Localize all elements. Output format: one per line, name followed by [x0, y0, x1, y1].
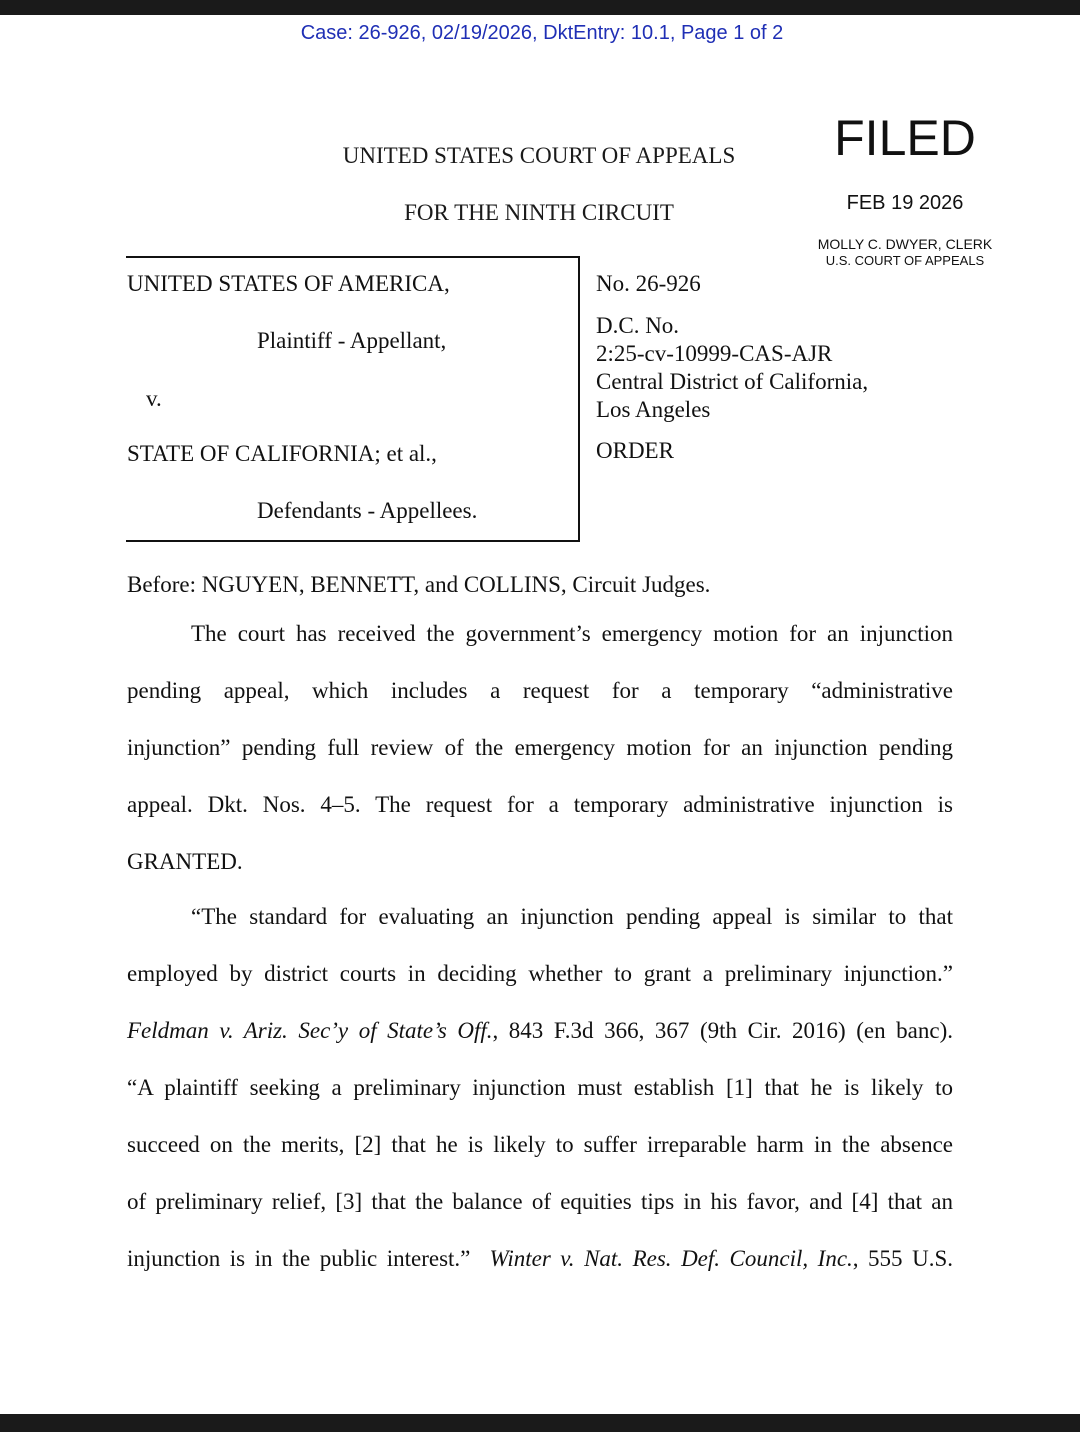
paragraph-line: [127, 1016, 953, 1073]
court-name-line-1: UNITED STATES COURT OF APPEALS: [342, 143, 736, 168]
citation-winter: Winter v. Nat. Res. Def. Council, Inc.: [489, 1246, 853, 1271]
dc-number: 2:25-cv-10999-CAS-AJR: [596, 341, 833, 366]
dc-number-label: D.C. No.: [596, 313, 680, 338]
filed-stamp-date: FEB 19 2026: [846, 192, 964, 214]
quote-end-text: injunction is in the public interest.”: [127, 1246, 490, 1271]
paragraph-line: appeal. Dkt. Nos. 4–5. The request for a temporary administrative injunction is: [127, 792, 953, 817]
paragraph-line: The court has received the government’s emergency motion for an injunction: [191, 621, 953, 646]
bottom-frame-bar: [0, 1414, 1080, 1432]
case-number: No. 26-926: [596, 271, 701, 296]
paragraph-line: injunction” pending full review of the emergency motion for an injunction pending: [127, 735, 953, 760]
district-court: Central District of California,: [596, 369, 869, 394]
citation-feldman-reporter: , 843 F.3d 366, 367 (9th Cir. 2016) (en banc).: [492, 1018, 953, 1043]
order-paragraph-2: [127, 902, 953, 1301]
citation-winter-reporter: , 555 U.S.: [852, 1246, 953, 1271]
caption-defendant: STATE OF CALIFORNIA; et al.,: [127, 441, 437, 466]
document-type: ORDER: [596, 438, 674, 463]
paragraph-line: employed by district courts in deciding whether to grant a preliminary injunction.”: [127, 961, 953, 986]
caption-defendant-role: Defendants - Appellees.: [257, 498, 478, 523]
caption-plaintiff-role: Plaintiff - Appellant,: [257, 328, 447, 353]
paragraph-line: “The standard for evaluating an injunction pending appeal is similar to that: [191, 904, 953, 929]
paragraph-line: GRANTED.: [127, 849, 243, 874]
top-frame-bar: [0, 0, 1080, 15]
citation-feldman: Feldman v. Ariz. Sec’y of State’s Off.: [127, 1018, 493, 1043]
caption-plaintiff: UNITED STATES OF AMERICA,: [127, 271, 450, 296]
filed-stamp-title: FILED: [834, 110, 976, 166]
panel-judges-line: Before: NGUYEN, BENNETT, and COLLINS, Circuit Judges.: [127, 572, 711, 597]
docket-header-stamp: Case: 26-926, 02/19/2026, DktEntry: 10.1, Page 1 of 2: [300, 22, 784, 44]
district-location: Los Angeles: [596, 397, 711, 422]
paragraph-line: pending appeal, which includes a request for a temporary “administrative: [127, 678, 953, 703]
paragraph-line: [127, 1244, 953, 1301]
court-name-line-2: FOR THE NINTH CIRCUIT: [404, 200, 674, 225]
paragraph-line: of preliminary relief, [3] that the balance of equities tips in his favor, and [4] that an: [127, 1189, 953, 1214]
caption-versus: v.: [146, 386, 162, 411]
paragraph-line: “A plaintiff seeking a preliminary injunction must establish [1] that he is likely to: [127, 1075, 953, 1100]
filed-stamp-clerk: MOLLY C. DWYER, CLERK: [817, 236, 993, 252]
paragraph-line: succeed on the merits, [2] that he is likely to suffer irreparable harm in the absence: [127, 1132, 953, 1157]
order-paragraph-1: [127, 619, 953, 904]
filed-stamp-court: U.S. COURT OF APPEALS: [825, 253, 985, 268]
